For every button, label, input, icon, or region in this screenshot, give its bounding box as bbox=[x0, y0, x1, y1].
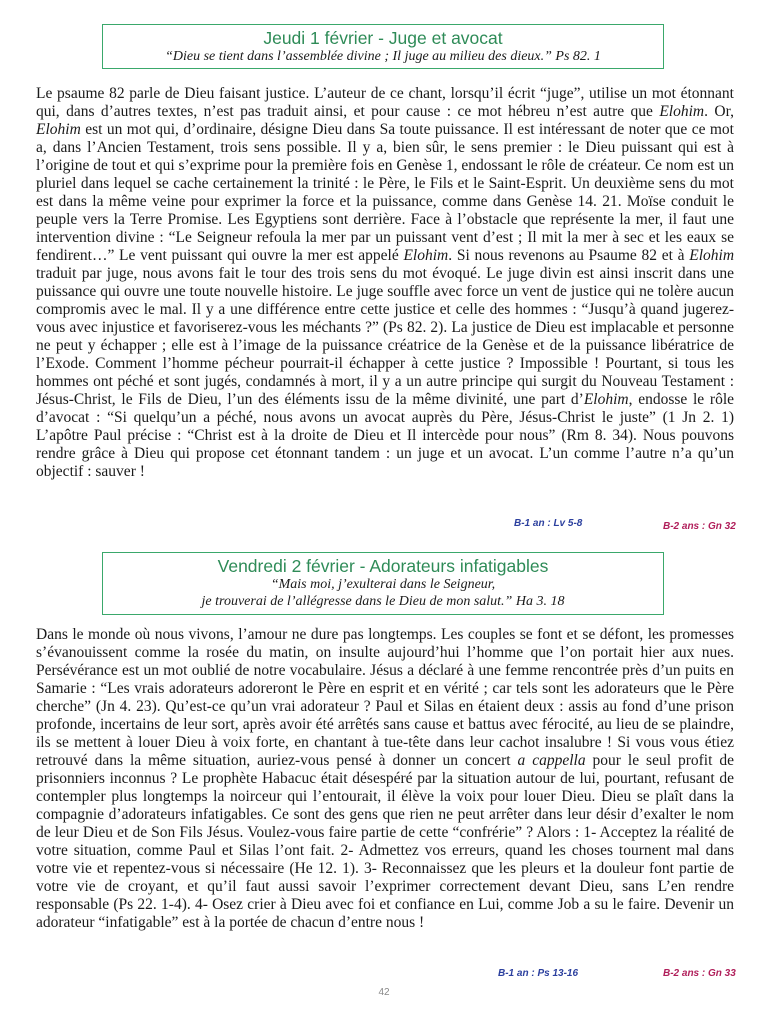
text-run: . Si nous revenons au Psaume 82 et à bbox=[448, 247, 690, 264]
devotional-text bbox=[36, 85, 734, 481]
text-run: Le psaume 82 parle de Dieu faisant justice. L’auteur de ce chant, lorsqu’il écrit “juge”, utilise un mot étonnant qui, dans d’autres textes, n’est pas traduit ainsi, et pour cause : ce mot hébreu n’est autre que bbox=[36, 85, 734, 120]
reading-plan-1-year: B-1 an : Lv 5-8 bbox=[514, 518, 583, 529]
day-header-box bbox=[102, 552, 664, 615]
text-run: pour le seul profit de prisonniers inconnus ? Le prophète Habacuc était désespéré par la situation autour de lui, pourtant, refusant de contempler plus longtemps la noirceur qui l’entourait, il élève la voix pour louer Dieu. Dieu se plaît dans la compagnie d’adorateurs infatigables. Ce sont des gens que rien ne peut arrêter dans leur désir d’exalter le nom de leur Dieu et de Son Fils Jésus. Voulez-vous faire partie de cette “confrérie” ? Alors : 1- Acceptez la réalité de votre situation, comme Paul et Silas l’ont fait. 2- Admettez vos erreurs, quand les choses tournent mal dans votre vie et repentez-vous si nécessaire (He 12. 1). 3- Reconnaissez que les pleurs et la douleur font partie de votre vie de croyant, et qu’il faut aussi savoir l’exprimer correctement devant Dieu, sans L’en rendre responsable (Ps 22. 1-4). 4- Osez crier à Dieu avec foi et confiance en Lui, comme Job a su le faire. Devenir un adorateur “infatigable” est à la portée de chacun d’entre nous ! bbox=[36, 752, 734, 931]
text-run: est un mot qui, d’ordinaire, désigne Dieu dans Sa toute puissance. Il est intéressant de noter que ce mot a, dans l’Ancien Testament, trois sens possible. Il y a, bien sûr, le sens premier : le Dieu puissant qui est à l’origine de tout et qui s’exprime pour la première fois en Genèse 1, endossant le rôle de créateur. Ce nom est un pluriel dans lequel se cache certainement la trinité : le Père, le Fils et le Saint-Esprit. Un deuxième sens du mot est dans la même veine pour exprimer la force et la puissance, comme dans Genèse 14. 21. Moïse conduit le peuple vers la Terre Promise. Les Egyptiens sont derrière. Face à l’obstacle que représente la mer, il faut une intervention divine : “Le Seigneur refoula la mer par un puissant vent d’est ; Il mit la mer à sec et les eaux se fendirent…” Le vent puissant qui ouvre la mer est appelé bbox=[36, 121, 734, 264]
day-title: Vendredi 2 février - Adorateurs infatigables bbox=[217, 556, 549, 576]
text-run: , endosse le rôle d’avocat : “Si quelqu’un a péché, nous avons un avocat auprès du Père, Jésus-Christ le juste” (1 Jn 2. 1) L’apôtre Paul précise : “Christ est à la droite de Dieu et Il intercède pour nous” (Rm 8. 34). Nous pouvons rendre grâce à Dieu qui propose cet étonnant tandem : un juge et un avocat. L’un comme l’autre n’a qu’un objectif : sauver ! bbox=[36, 391, 735, 480]
text-run: Dans le monde où nous vivons, l’amour ne dure pas longtemps. Les couples se font et se défont, les promesses s’évanouissent comme la rosée du matin, on insulte aujourd’hui l’homme que l’on portait hier aux nues. Persévérance est un mot oublié de notre vocabulaire. Jésus a déclaré à une femme rencontrée près d’un puits en Samarie : “Les vrais adorateurs adoreront le Père en esprit et en vérité ; car tels sont les adorateurs que le Père cherche” (Jn 4. 23). Qu’est-ce qu’un vrai adorateur ? Paul et Silas en étaient deux : assis au fond d’une prison profonde, incertains de leur sort, après avoir été arrêtés sans cause et battus avec férocité, au lieu de se plaindre, ils se mettent à louer Dieu à voix forte, en chantant à tue-tête dans leur cachot insalubre ! Si vous vous étiez retrouvé dans la même situation, auriez-vous pensé à donner un concert bbox=[36, 626, 734, 769]
paragraph bbox=[36, 85, 734, 481]
italic-term: Elohim bbox=[403, 247, 449, 264]
text-run: . Or, bbox=[704, 103, 734, 120]
paragraph bbox=[36, 626, 734, 932]
italic-term: a cappella bbox=[517, 752, 586, 769]
italic-term: Elohim bbox=[689, 247, 735, 264]
devotional-text bbox=[36, 626, 734, 932]
reading-plan-2-years: B-2 ans : Gn 32 bbox=[663, 521, 736, 532]
reading-plan-2-years: B-2 ans : Gn 33 bbox=[663, 968, 736, 979]
page-number: 42 bbox=[378, 987, 390, 998]
italic-term: Elohim bbox=[583, 391, 629, 408]
text-run: traduit par juge, nous avons fait le tour des trois sens du mot évoqué. Le juge divin est ainsi inscrit dans une puissance qui ouvre une toute nouvelle histoire. Le juge souffle avec force un vent de justice qui ne tolère aucun compromis avec le mal. Il y a une différence entre cette justice et celle des hommes : “Jusqu’à quand jugerez-vous avec injustice et favoriserez-vous les méchants ?” (Ps 82. 2). La justice de Dieu est implacable et personne ne peut y échapper ; elle est à l’image de la puissance créatrice de la Genèse et de la puissance libératrice de l’Exode. Comment l’homme pécheur pourrait-il échapper à cette justice ? Impossible ! Pourtant, si tous les hommes ont péché et sont jugés, condamnés à mort, il y a un autre principe qui surgit du Nouveau Testament : Jésus-Christ, le Fils de Dieu, l’un des éléments issu de la même divinité, une part d’ bbox=[36, 265, 734, 408]
italic-term: Elohim bbox=[659, 103, 705, 120]
day-title: Jeudi 1 février - Juge et avocat bbox=[263, 28, 503, 48]
verse-quote-line: je trouverai de l’allégresse dans le Dieu de mon salut.” Ha 3. 18 bbox=[201, 594, 565, 609]
reading-plan-1-year: B-1 an : Ps 13-16 bbox=[498, 968, 579, 979]
verse-quote: “Dieu se tient dans l’assemblée divine ; Il juge au milieu des dieux.” Ps 82. 1 bbox=[165, 49, 601, 64]
day-header-box bbox=[102, 24, 664, 69]
verse-quote-line: “Mais moi, j’exulterai dans le Seigneur, bbox=[270, 577, 496, 592]
italic-term: Elohim bbox=[36, 121, 81, 138]
